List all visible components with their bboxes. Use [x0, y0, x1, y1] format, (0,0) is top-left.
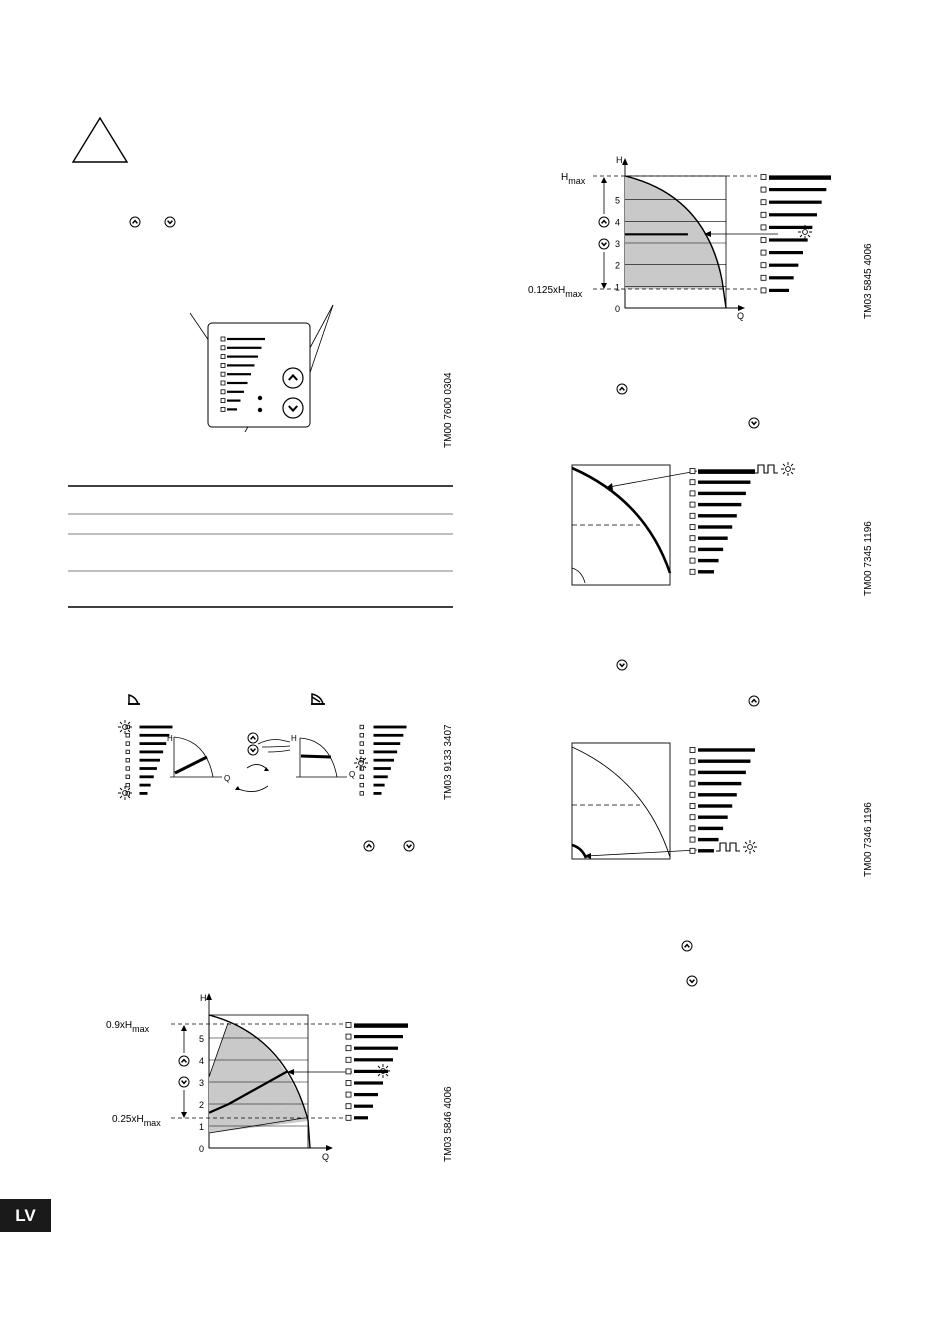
- constant-pressure-chart: [528, 155, 831, 321]
- tick-label: 1: [615, 282, 621, 293]
- led-square: [360, 775, 364, 779]
- led-bar: [374, 742, 401, 745]
- tick-label: 3: [615, 239, 621, 249]
- led-square: [690, 536, 695, 541]
- led-bar: [698, 548, 723, 551]
- led-bar: [354, 1105, 373, 1108]
- tick-label: 0: [615, 304, 621, 314]
- figure-ref-min-curve: TM00 7346 1196: [863, 802, 874, 877]
- axis-label-h: H: [616, 155, 623, 165]
- led-square: [221, 337, 225, 341]
- led-square: [690, 525, 695, 530]
- led-square: [360, 767, 364, 771]
- down-button-icon: [749, 418, 759, 428]
- led-bar: [769, 201, 822, 204]
- led-bar: [698, 816, 728, 819]
- led-bar: [374, 767, 391, 770]
- led-bar: [227, 408, 237, 410]
- led-bar: [374, 726, 407, 729]
- lamp-icon: [118, 720, 132, 734]
- warning-icon: [73, 118, 127, 162]
- figure-ref-proportional: TM03 5846 4006: [443, 1086, 454, 1162]
- blinking-signal-icon: [754, 465, 778, 473]
- led-bar: [698, 793, 737, 796]
- cycle-arrow: [236, 786, 268, 792]
- up-button-icon: [749, 696, 759, 706]
- up-button-icon: [364, 841, 374, 851]
- led-square: [690, 804, 695, 809]
- led-bar: [227, 338, 265, 340]
- lower-limit-label: 0.25xHmax: [112, 1114, 161, 1128]
- tick-label: 4: [199, 1056, 205, 1066]
- down-button-icon: [404, 841, 414, 851]
- led-square: [126, 775, 130, 779]
- tick-label: 5: [615, 195, 621, 206]
- led-bar: [140, 792, 148, 795]
- led-square: [761, 175, 766, 180]
- led-bar: [698, 559, 719, 562]
- led-square: [761, 225, 766, 230]
- led-square: [221, 407, 225, 411]
- led-bar: [769, 213, 817, 216]
- axis-label-h: H: [291, 734, 297, 743]
- led-square: [690, 837, 695, 842]
- led-square: [126, 758, 130, 762]
- down-button-icon: [687, 976, 697, 986]
- down-button-icon: [617, 660, 627, 670]
- led-square: [690, 491, 695, 496]
- tick-label: 0: [199, 1144, 205, 1154]
- led-square: [221, 372, 225, 376]
- led-bar: [698, 503, 741, 506]
- led-square: [690, 848, 695, 853]
- hand-pressing-buttons-icon: [248, 733, 290, 755]
- led-bar: [698, 514, 737, 517]
- led-bar: [140, 775, 154, 778]
- led-square: [761, 212, 766, 217]
- led-square: [690, 748, 695, 753]
- led-bar: [698, 748, 755, 751]
- led-square: [690, 826, 695, 831]
- led-bar: [698, 525, 732, 528]
- led-square: [346, 1069, 351, 1074]
- axis-label-q: Q: [349, 770, 356, 779]
- led-bar: [140, 726, 173, 729]
- led-bar: [354, 1081, 383, 1084]
- up-button[interactable]: [283, 368, 303, 388]
- led-square: [761, 238, 766, 243]
- led-square: [690, 815, 695, 820]
- led-indicator-column: [360, 725, 407, 795]
- led-bar: [698, 782, 741, 785]
- led-bar: [140, 784, 151, 787]
- auto-adapt-diagram: [118, 720, 407, 800]
- down-button[interactable]: [283, 398, 303, 418]
- led-bar: [698, 760, 750, 763]
- lamp-icon: [781, 462, 795, 476]
- constant-mode-icon: [311, 694, 325, 704]
- led-square: [761, 250, 766, 255]
- led-bar: [374, 734, 404, 737]
- led-bar: [698, 537, 728, 540]
- led-bar: [354, 1093, 378, 1096]
- tick-label: 2: [615, 260, 621, 271]
- led-square: [690, 792, 695, 797]
- axis-label-q: Q: [737, 311, 745, 321]
- led-bar: [698, 570, 714, 573]
- up-button-icon: [682, 941, 692, 951]
- led-square: [360, 792, 364, 796]
- axis-label-q: Q: [322, 1152, 330, 1162]
- led-square: [346, 1081, 351, 1086]
- led-square: [126, 750, 130, 754]
- led-square: [690, 781, 695, 786]
- led-bar: [140, 742, 167, 745]
- led-bar: [769, 251, 803, 254]
- led-square: [221, 363, 225, 367]
- led-bar: [354, 1116, 368, 1119]
- led-square: [221, 399, 225, 403]
- tick-label: 1: [199, 1122, 205, 1132]
- upper-limit-label: 0.9xHmax: [106, 1020, 150, 1034]
- figure-ref-control-panel: TM00 7600 0304: [443, 372, 454, 448]
- upper-limit-label: Hmax: [561, 172, 586, 186]
- led-bar: [227, 356, 258, 358]
- led-bar: [769, 226, 812, 229]
- axis-label-q: Q: [224, 774, 231, 783]
- led-bar: [374, 784, 385, 787]
- led-bar: [227, 364, 255, 366]
- led-square: [221, 346, 225, 350]
- led-bar: [140, 767, 157, 770]
- led-indicator-column: [690, 469, 755, 575]
- lamp-icon: [354, 756, 368, 770]
- led-square: [690, 502, 695, 507]
- up-down-range-arrows: [599, 177, 609, 289]
- led-bar: [227, 391, 244, 393]
- led-bar: [140, 734, 170, 737]
- led-square: [126, 742, 130, 746]
- settings-table: [68, 486, 453, 607]
- proportional-pressure-chart: [106, 993, 408, 1162]
- led-bar: [140, 759, 161, 762]
- led-square: [761, 200, 766, 205]
- led-bar: [227, 347, 262, 349]
- led-square: [346, 1104, 351, 1109]
- led-square: [360, 734, 364, 738]
- led-square: [690, 480, 695, 485]
- led-square: [360, 725, 364, 729]
- led-square: [346, 1092, 351, 1097]
- led-square: [221, 381, 225, 385]
- led-bar: [769, 238, 808, 241]
- led-square: [126, 783, 130, 787]
- control-panel-figure: [190, 305, 333, 432]
- led-square: [221, 355, 225, 359]
- led-bar: [140, 751, 164, 754]
- led-bar: [374, 775, 388, 778]
- led-bar: [698, 849, 714, 852]
- led-bar: [769, 264, 798, 267]
- led-square: [690, 759, 695, 764]
- led-square: [690, 558, 695, 563]
- led-bar: [769, 188, 826, 191]
- figure-ref-max-curve: TM00 7345 1196: [863, 521, 874, 596]
- led-square: [690, 547, 695, 552]
- language-tab: LV: [0, 1199, 51, 1232]
- tick-label: 3: [199, 1078, 205, 1088]
- led-bar: [769, 175, 831, 179]
- led-square: [221, 390, 225, 394]
- led-bar: [354, 1047, 398, 1050]
- lower-limit-label: 0.125xHmax: [528, 285, 583, 299]
- led-square: [690, 513, 695, 518]
- led-square: [761, 263, 766, 268]
- led-bar: [698, 838, 719, 841]
- led-bar: [227, 382, 248, 384]
- led-indicator-column: [126, 725, 173, 795]
- led-square: [126, 767, 130, 771]
- max-curve-figure: [572, 462, 795, 585]
- tick-label: 5: [199, 1034, 205, 1044]
- led-bar: [698, 804, 732, 807]
- led-bar: [769, 276, 794, 279]
- led-bar: [374, 759, 395, 762]
- lamp-icon: [798, 225, 812, 239]
- led-indicator-column: [690, 748, 755, 854]
- tick-label: 2: [199, 1100, 205, 1110]
- proportional-mode-icon: [128, 695, 140, 704]
- led-square: [761, 187, 766, 192]
- led-bar: [698, 481, 750, 484]
- led-square: [346, 1034, 351, 1039]
- led-bar: [698, 827, 723, 830]
- led-square: [690, 770, 695, 775]
- lamp-icon: [118, 786, 132, 800]
- lamp-icon: [743, 840, 757, 854]
- led-bar: [354, 1035, 403, 1038]
- led-square: [346, 1057, 351, 1062]
- led-bar: [374, 792, 382, 795]
- figure-ref-constant: TM03 5845 4006: [863, 243, 874, 319]
- led-square: [360, 750, 364, 754]
- up-down-range-arrows: [179, 1025, 189, 1118]
- led-square: [126, 734, 130, 738]
- led-bar: [698, 469, 755, 474]
- blinking-signal-icon: [716, 843, 740, 851]
- led-square: [346, 1023, 351, 1028]
- led-bar: [769, 289, 789, 292]
- led-bar: [374, 751, 398, 754]
- led-square: [360, 742, 364, 746]
- led-bar: [354, 1058, 393, 1061]
- status-dot: [258, 396, 262, 400]
- led-bar: [227, 400, 241, 402]
- led-square: [761, 275, 766, 280]
- led-square: [690, 569, 695, 574]
- led-bar: [698, 492, 746, 495]
- tick-label: 4: [615, 217, 621, 228]
- up-button-icon: [130, 217, 140, 227]
- led-bar: [227, 373, 251, 375]
- down-button-icon: [165, 217, 175, 227]
- axis-label-h: H: [200, 993, 207, 1003]
- axis-label-h: H: [167, 734, 173, 743]
- min-curve-figure: [572, 743, 757, 859]
- led-square: [690, 469, 695, 474]
- led-bar: [698, 771, 746, 774]
- led-bar: [354, 1070, 388, 1073]
- led-bar: [354, 1023, 408, 1027]
- up-button-icon: [617, 384, 627, 394]
- led-square: [761, 288, 766, 293]
- status-dot: [258, 408, 262, 412]
- led-square: [346, 1046, 351, 1051]
- led-square: [360, 783, 364, 787]
- figure-ref-auto-mode: TM03 9133 3407: [443, 724, 454, 800]
- cycle-arrow: [247, 764, 268, 770]
- led-square: [346, 1115, 351, 1120]
